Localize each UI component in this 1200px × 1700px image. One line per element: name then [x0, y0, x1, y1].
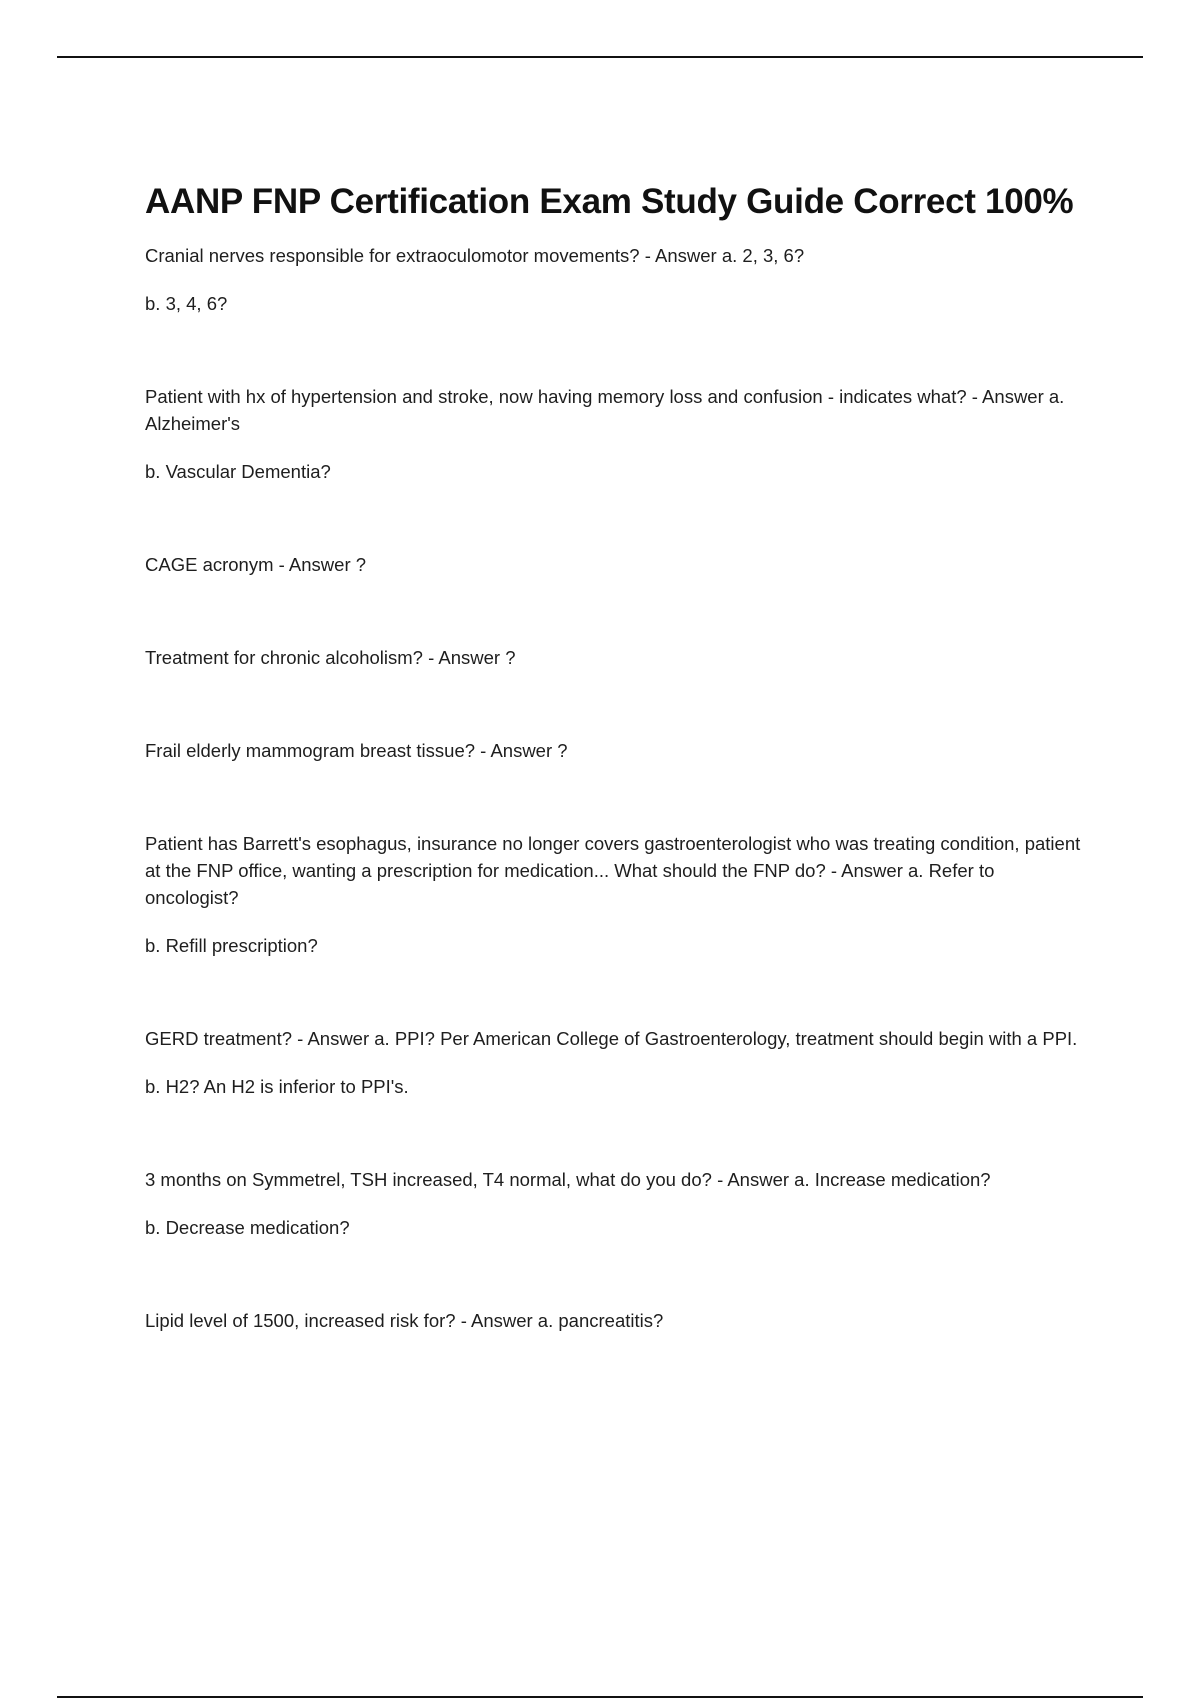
question-text: CAGE acronym - Answer ?	[145, 554, 367, 575]
page-title: AANP FNP Certification Exam Study Guide Correct 100%	[145, 182, 1074, 221]
qa-item-7	[145, 1025, 1085, 1100]
qa-item-6	[145, 830, 1085, 959]
question-text: 3 months on Symmetrel, TSH increased, T4 normal, what do you do? - Answer a. Increase medication?	[145, 1169, 991, 1190]
bottom-rule	[57, 1696, 1143, 1698]
question-text: Patient has Barrett's esophagus, insurance no longer covers gastroenterologist who was treating condition, patient at the FNP office, wanting a prescription for medication... What should the FNP do? - Answer a. Refer to oncologist?	[145, 833, 1081, 908]
qa-item-1	[145, 242, 1085, 317]
question-text: GERD treatment? - Answer a. PPI? Per American College of Gastroenterology, treatment should begin with a PPI.	[145, 1028, 1078, 1049]
document-body	[145, 180, 1085, 1334]
question-text: Patient with hx of hypertension and stroke, now having memory loss and confusion - indicates what? - Answer a. Alzheimer's	[145, 386, 1065, 434]
answer-option: b. Decrease medication?	[145, 1217, 350, 1238]
question-text: Frail elderly mammogram breast tissue? - Answer ?	[145, 740, 568, 761]
top-rule	[57, 56, 1143, 58]
qa-item-9	[145, 1307, 1085, 1334]
qa-item-4	[145, 644, 1085, 671]
answer-option: b. Refill prescription?	[145, 935, 318, 956]
question-text: Lipid level of 1500, increased risk for? - Answer a. pancreatitis?	[145, 1310, 664, 1331]
qa-item-5	[145, 737, 1085, 764]
answer-option: b. H2? An H2 is inferior to PPI's.	[145, 1076, 409, 1097]
qa-item-8	[145, 1166, 1085, 1241]
qa-item-3	[145, 551, 1085, 578]
answer-option: b. Vascular Dementia?	[145, 461, 331, 482]
qa-item-2	[145, 383, 1085, 485]
question-text: Treatment for chronic alcoholism? - Answer ?	[145, 647, 516, 668]
answer-option: b. 3, 4, 6?	[145, 293, 228, 314]
question-text: Cranial nerves responsible for extraoculomotor movements? - Answer a. 2, 3, 6?	[145, 245, 805, 266]
